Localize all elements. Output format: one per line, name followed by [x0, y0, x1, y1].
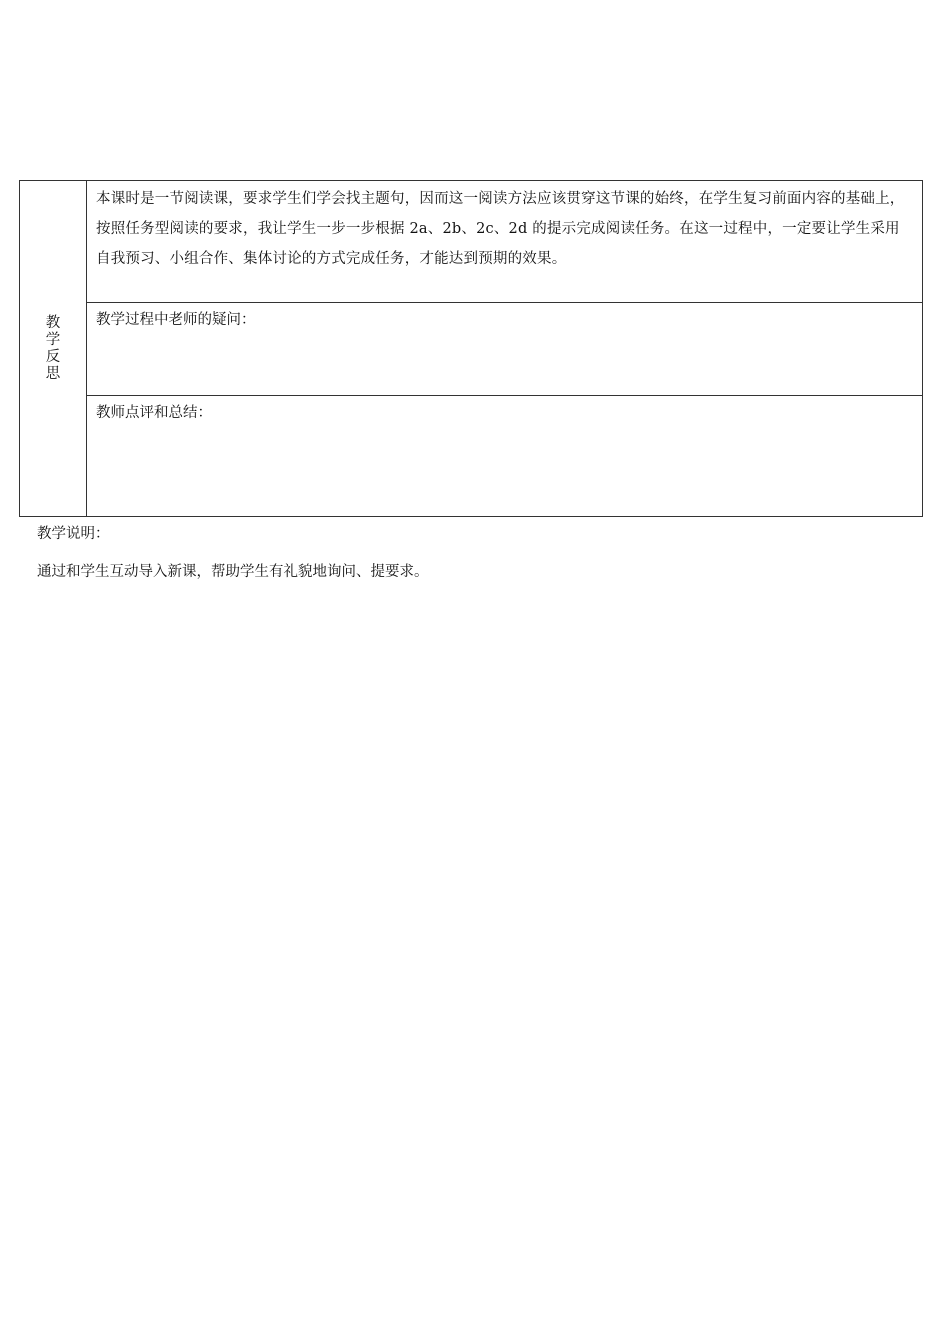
teaching-notes-body: 通过和学生互动导入新课，帮助学生有礼貌地询问、提要求。	[37, 564, 429, 580]
side-label: 教学反思	[45, 314, 61, 382]
teaching-reflection-table	[19, 180, 923, 517]
teacher-questions-label: 教学过程中老师的疑问：	[96, 312, 256, 328]
teacher-questions-cell	[87, 303, 923, 396]
reflection-text: 本课时是一节阅读课，要求学生们学会找主题句，因而这一阅读方法应该贯穿这节课的始终，在学生复习前面内容的基础上，按照任务型阅读的要求，我让学生一步一步根据 2a、2b、2c、2d 的提示完成阅读任务。在这一过程中，一定要让学生采用自我预习、小组合作、集体讨论的方式完成任务，才能达到预期的效果。	[96, 191, 905, 267]
teacher-summary-cell	[87, 396, 923, 517]
teacher-summary-label: 教师点评和总结：	[96, 405, 212, 421]
teacher-summary-row	[20, 396, 923, 517]
side-label-cell	[20, 181, 87, 517]
reflection-text-cell	[87, 181, 923, 303]
teaching-notes-title: 教学说明：	[37, 526, 110, 542]
teacher-questions-row	[20, 303, 923, 396]
reflection-row	[20, 181, 923, 303]
